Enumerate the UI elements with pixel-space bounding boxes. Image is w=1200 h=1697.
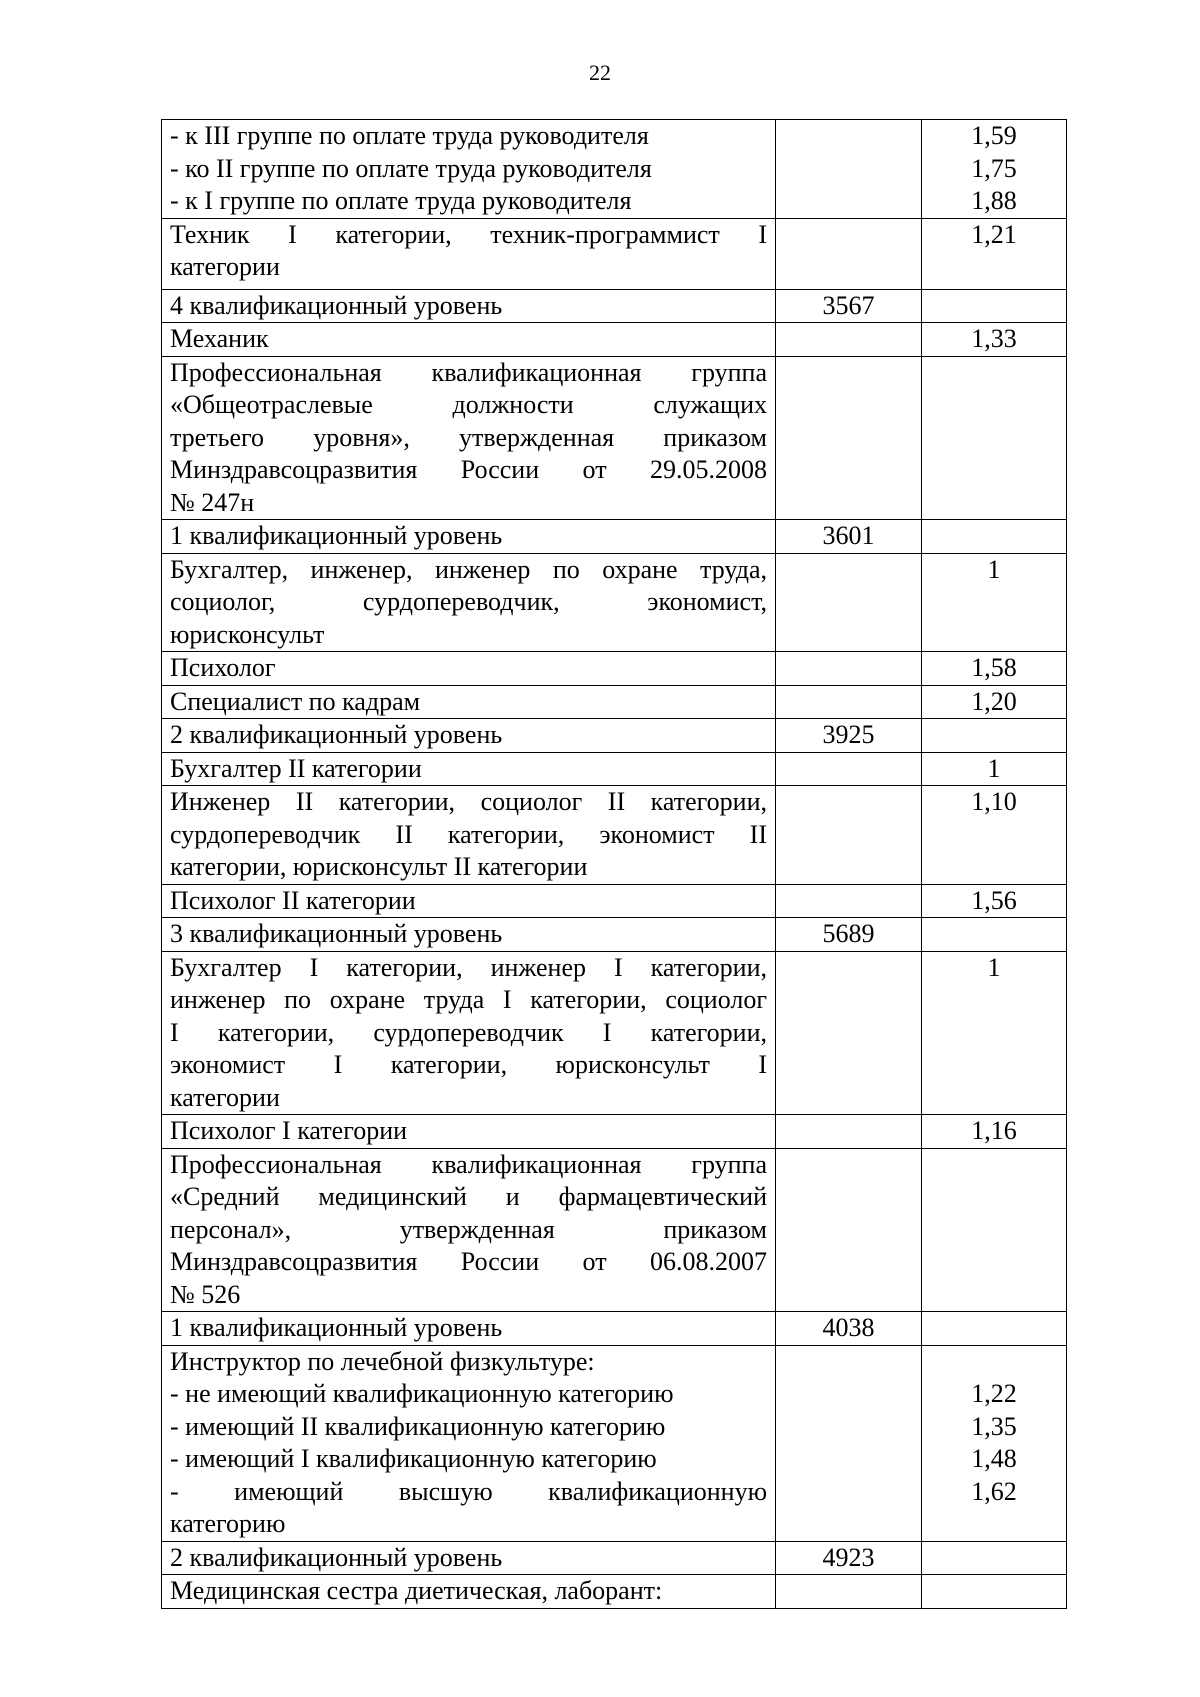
table-row [162, 356, 1067, 520]
base-salary-cell [776, 356, 922, 520]
coefficient-cell [922, 719, 1067, 753]
position-cell [162, 719, 776, 753]
position-cell [162, 652, 776, 686]
table-row [162, 323, 1067, 357]
table-body [162, 120, 1067, 1609]
position-text-line: юрисконсульт [170, 619, 325, 649]
table-row [162, 520, 1067, 554]
coefficient-value: 1,88 [971, 186, 1017, 215]
position-text-line: Техник I категории, техник-программист I [170, 219, 767, 249]
position-text-line: Инженер II категории, социолог II категории, [170, 787, 767, 816]
position-text-line: Минздравсоцразвития России от 06.08.2007 [170, 1247, 767, 1276]
base-salary-cell: 3601 [776, 520, 922, 554]
coefficient-value: 1 [987, 952, 1001, 982]
position-text-line: третьего уровня», утвержденная приказом [170, 422, 767, 452]
coefficient-cell [922, 786, 1067, 885]
position-text-line: 2 квалификационный уровень [170, 720, 503, 749]
position-text-line: 3 квалификационный уровень [170, 919, 503, 948]
position-cell [162, 323, 776, 357]
coefficient-cell [922, 356, 1067, 520]
table-row [162, 1541, 1067, 1575]
position-text-line: № 247н [170, 487, 255, 517]
table-row [162, 1148, 1067, 1312]
position-text-line: категории, юрисконсульт II категории [170, 852, 588, 881]
table-row [162, 951, 1067, 1115]
position-cell [162, 884, 776, 918]
coefficient-value: 1,33 [971, 324, 1017, 353]
position-text-line: социолог, сурдопереводчик, экономист, [170, 587, 767, 616]
position-text-line: Психолог [170, 653, 276, 682]
position-text-line: Бухгалтер II категории [170, 753, 422, 783]
position-text-line: Профессиональная квалификационная группа [170, 1149, 767, 1179]
base-salary-cell: 3925 [776, 719, 922, 753]
coefficient-value: 1,59 [971, 121, 1017, 150]
coefficient-value: 1,75 [971, 153, 1017, 183]
coefficient-cell [922, 289, 1067, 323]
base-salary-cell [776, 1575, 922, 1609]
coefficient-value: 1,21 [971, 219, 1017, 249]
position-text-line: 2 квалификационный уровень [170, 1542, 503, 1572]
coefficient-value: 1,62 [971, 1476, 1017, 1506]
position-text-line: 1 квалификационный уровень [170, 521, 503, 550]
coefficient-cell [922, 1312, 1067, 1346]
coefficient-value: 1,10 [971, 787, 1017, 816]
table-row [162, 1345, 1067, 1541]
position-text-line: I категории, сурдопереводчик I категории, [170, 1017, 767, 1047]
position-text-line: категории [170, 252, 280, 281]
position-cell [162, 1575, 776, 1609]
position-cell [162, 1312, 776, 1346]
position-cell [162, 218, 776, 289]
salary-coefficient-table [161, 119, 1067, 1609]
base-salary-cell [776, 652, 922, 686]
position-text-line: Психолог II категории [170, 885, 416, 915]
base-salary-cell [776, 1148, 922, 1312]
base-salary-cell: 3567 [776, 289, 922, 323]
coefficient-cell [922, 652, 1067, 686]
table-row [162, 1575, 1067, 1609]
base-salary-cell [776, 752, 922, 786]
coefficient-cell [922, 1345, 1067, 1541]
coefficient-cell [922, 951, 1067, 1115]
table-row [162, 218, 1067, 289]
table-row [162, 1312, 1067, 1346]
table-row [162, 786, 1067, 885]
page-number: 22 [589, 60, 611, 85]
base-salary-cell [776, 1345, 922, 1541]
coefficient-value: 1,56 [971, 885, 1017, 915]
position-text-line: - к III группе по оплате труда руководителя [170, 121, 649, 150]
position-text-line: сурдопереводчик II категории, экономист II [170, 819, 767, 849]
coefficient-value: 1,48 [971, 1444, 1017, 1473]
position-text-line: Специалист по кадрам [170, 686, 421, 716]
position-text-line: персонал», утвержденная приказом [170, 1214, 767, 1244]
position-cell [162, 786, 776, 885]
position-text-line: - к I группе по оплате труда руководителя [170, 186, 632, 215]
base-salary-cell: 5689 [776, 918, 922, 952]
table-row [162, 1115, 1067, 1149]
position-text-line: Инструктор по лечебной физкультуре: [170, 1346, 595, 1376]
coefficient-value [930, 1346, 1058, 1379]
coefficient-value: 1 [987, 753, 1001, 783]
position-cell [162, 1148, 776, 1312]
coefficient-cell [922, 752, 1067, 786]
coefficient-cell [922, 1148, 1067, 1312]
coefficient-cell [922, 1575, 1067, 1609]
position-text-line: - имеющий II квалификационную категорию [170, 1411, 666, 1441]
position-cell [162, 1541, 776, 1575]
position-text-line: - имеющий I квалификационную категорию [170, 1444, 657, 1473]
base-salary-cell: 4038 [776, 1312, 922, 1346]
base-salary-cell [776, 884, 922, 918]
position-cell [162, 752, 776, 786]
coefficient-cell [922, 120, 1067, 219]
base-salary-cell [776, 1115, 922, 1149]
position-text-line: категории [170, 1082, 280, 1112]
position-text-line: 1 квалификационный уровень [170, 1313, 503, 1342]
position-text-line: категорию [170, 1509, 286, 1538]
base-salary-cell [776, 553, 922, 652]
table-row [162, 652, 1067, 686]
position-text-line: Психолог I категории [170, 1116, 408, 1145]
position-cell [162, 553, 776, 652]
position-text-line: - имеющий высшую квалификационную [170, 1476, 767, 1506]
position-text-line: Бухгалтер I категории, инженер I категории, [170, 952, 767, 982]
base-salary-cell [776, 323, 922, 357]
coefficient-value: 1,16 [971, 1116, 1017, 1145]
position-text-line: Механик [170, 324, 269, 353]
position-cell [162, 120, 776, 219]
position-cell [162, 685, 776, 719]
coefficient-cell [922, 553, 1067, 652]
base-salary-cell [776, 120, 922, 219]
position-cell [162, 520, 776, 554]
position-text-line: - ко II группе по оплате труда руководителя [170, 153, 652, 183]
coefficient-cell [922, 884, 1067, 918]
position-cell [162, 1345, 776, 1541]
coefficient-cell [922, 218, 1067, 289]
coefficient-cell [922, 685, 1067, 719]
position-text-line: инженер по охране труда I категории, социолог [170, 985, 767, 1014]
position-cell [162, 289, 776, 323]
base-salary-cell [776, 786, 922, 885]
coefficient-value: 1,58 [971, 653, 1017, 682]
position-text-line: 4 квалификационный уровень [170, 290, 503, 320]
position-cell [162, 356, 776, 520]
base-salary-cell [776, 951, 922, 1115]
position-text-line: № 526 [170, 1279, 241, 1309]
coefficient-cell [922, 918, 1067, 952]
position-cell [162, 951, 776, 1115]
table-row [162, 553, 1067, 652]
coefficient-cell [922, 520, 1067, 554]
position-text-line: экономист I категории, юрисконсульт I [170, 1050, 767, 1079]
position-text-line: Бухгалтер, инженер, инженер по охране труда, [170, 554, 767, 584]
table-row [162, 884, 1067, 918]
coefficient-value: 1 [987, 554, 1001, 584]
coefficient-cell [922, 1541, 1067, 1575]
position-cell [162, 918, 776, 952]
position-text-line: - не имеющий квалификационную категорию [170, 1379, 674, 1408]
position-text-line: Медицинская сестра диетическая, лаборант: [170, 1576, 663, 1605]
position-text-line: «Общеотраслевые должности служащих [170, 390, 767, 419]
coefficient-value: 1,22 [971, 1379, 1017, 1408]
table-row [162, 752, 1067, 786]
coefficient-value: 1,35 [971, 1411, 1017, 1441]
base-salary-cell [776, 218, 922, 289]
position-text-line: Минздравсоцразвития России от 29.05.2008 [170, 455, 767, 484]
coefficient-cell [922, 323, 1067, 357]
base-salary-cell [776, 685, 922, 719]
table-row [162, 120, 1067, 219]
position-text-line: Профессиональная квалификационная группа [170, 357, 767, 387]
table-row [162, 289, 1067, 323]
base-salary-cell: 4923 [776, 1541, 922, 1575]
table-row [162, 685, 1067, 719]
coefficient-cell [922, 1115, 1067, 1149]
position-text-line: «Средний медицинский и фармацевтический [170, 1182, 767, 1211]
table-row [162, 918, 1067, 952]
position-cell [162, 1115, 776, 1149]
table-row [162, 719, 1067, 753]
coefficient-value: 1,20 [971, 686, 1017, 716]
